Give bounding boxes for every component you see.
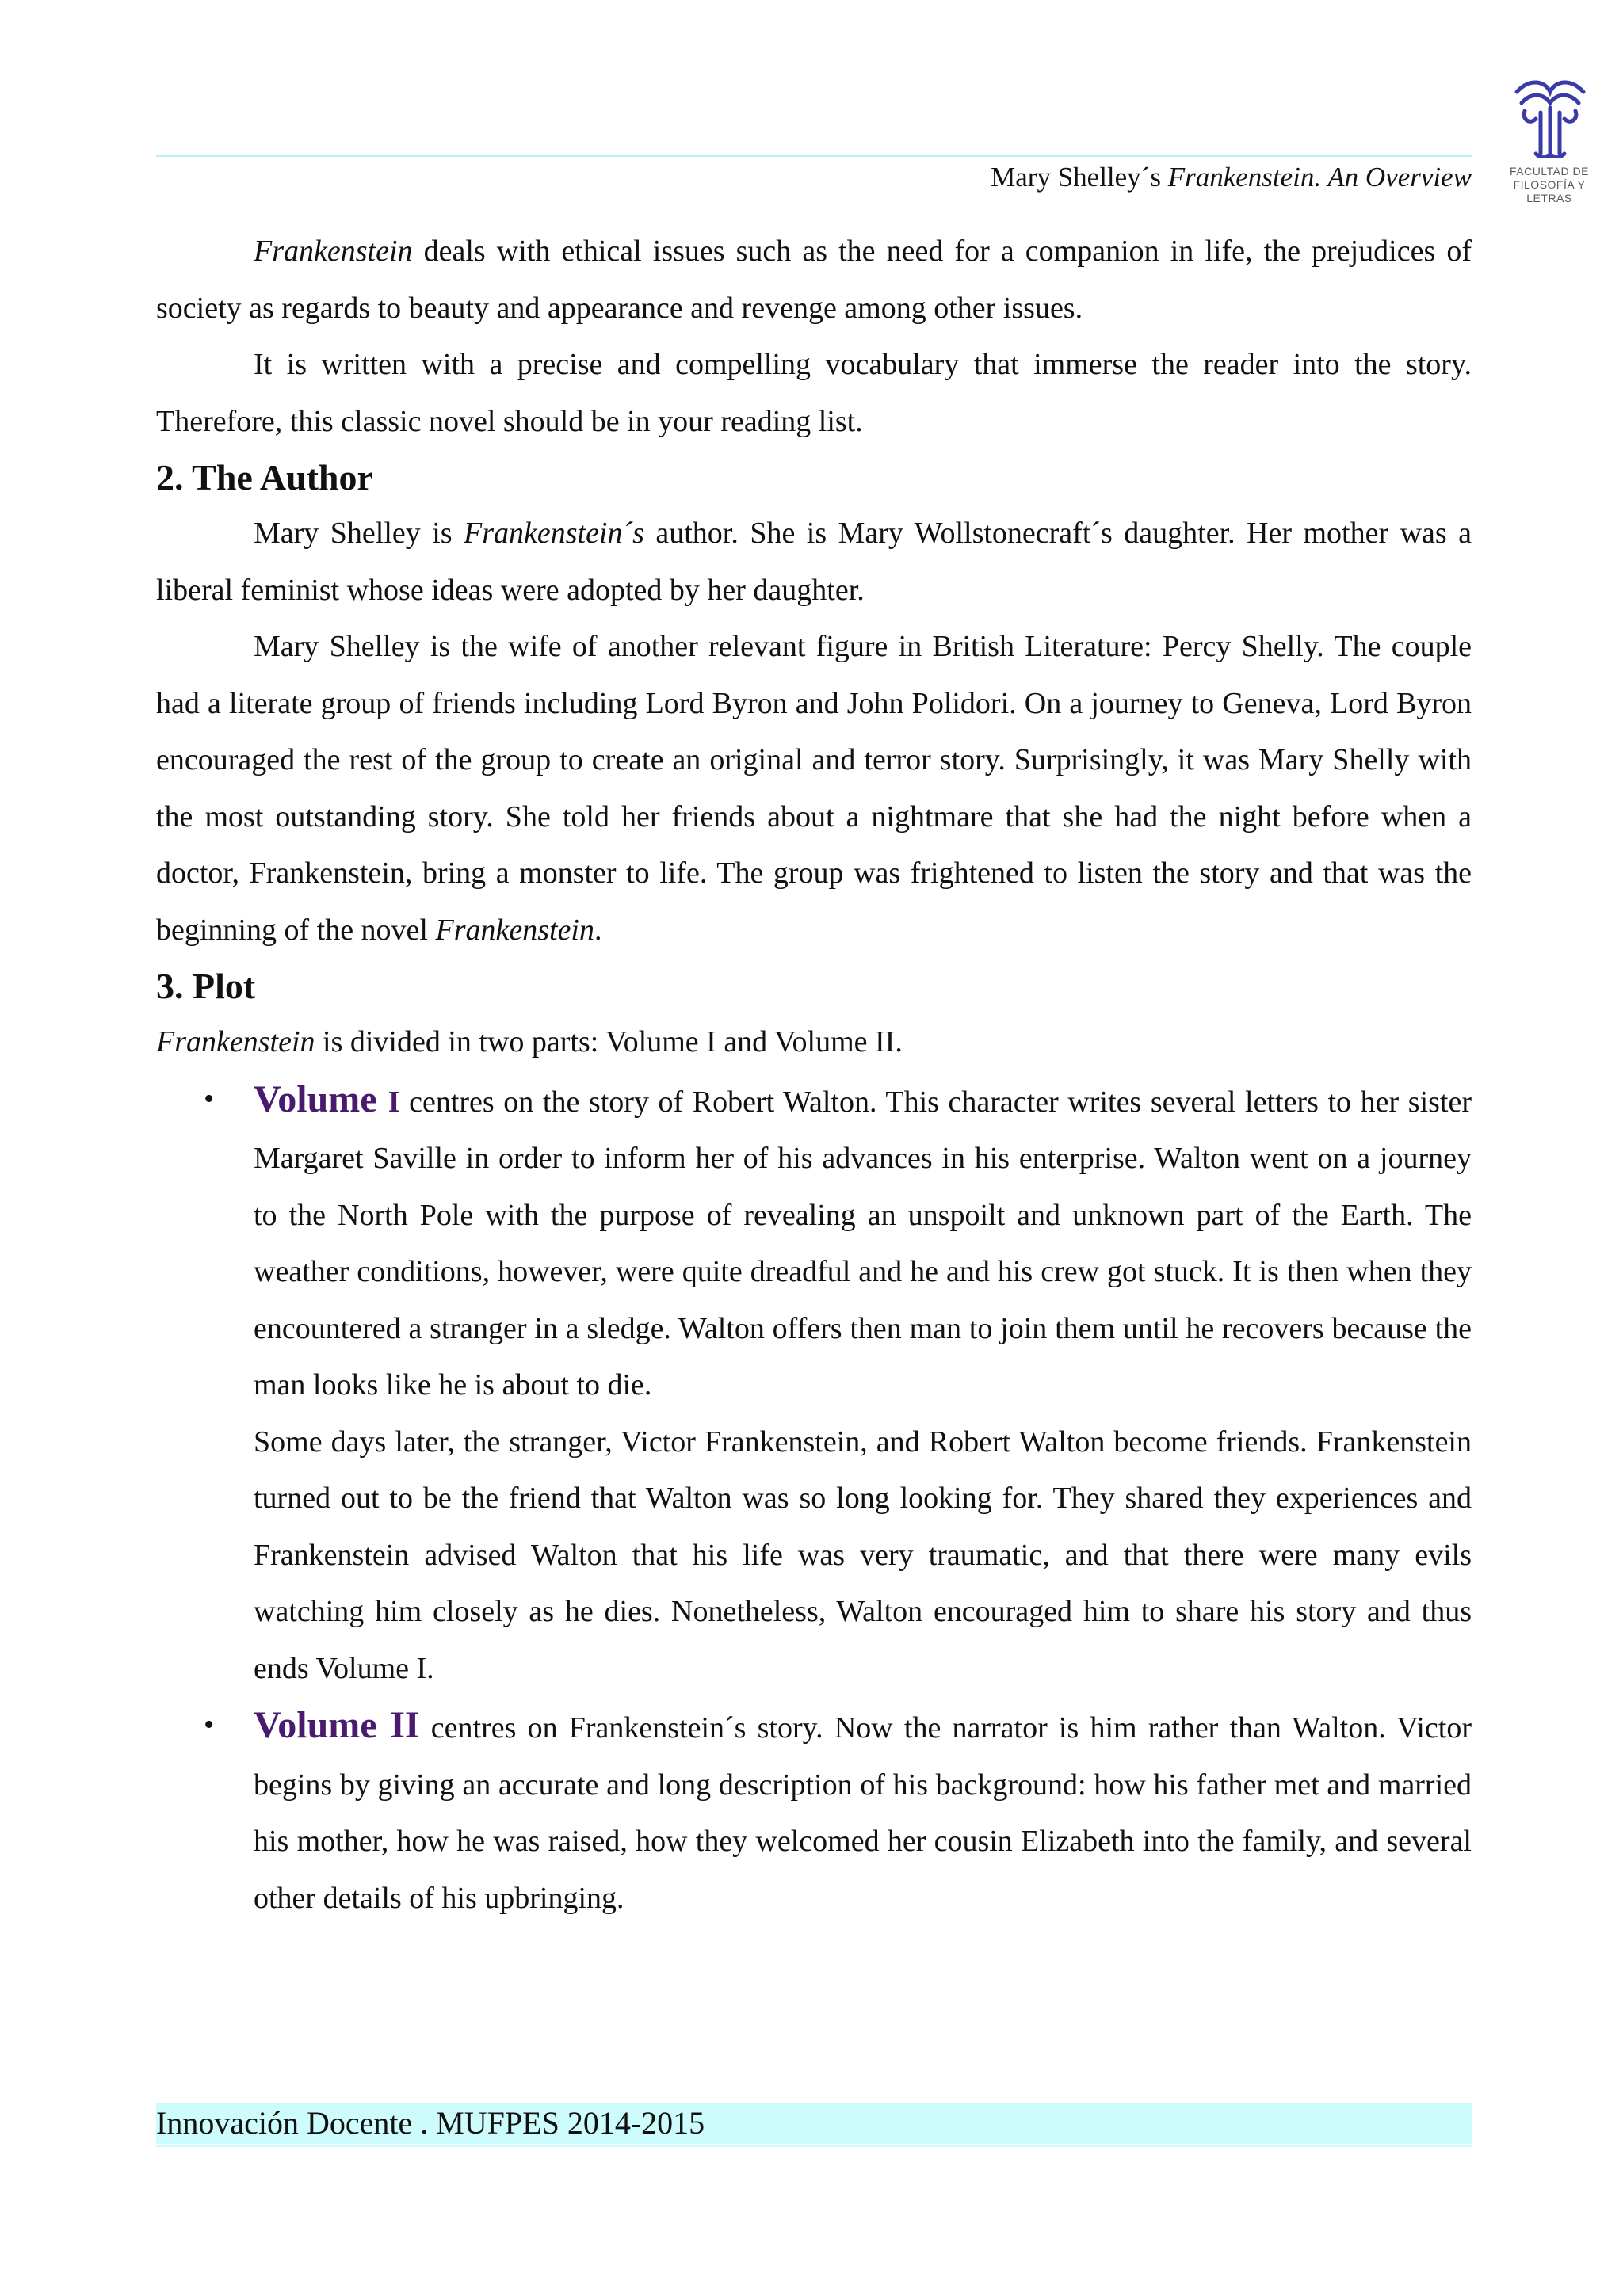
volume-2-text: centres on Frankenstein´s story. Now the narrator is him rather than Walton. Victor begins by giving an accurate and long description of his background: how his father met and married his mother, how he was raised, how they welcomed her cousin Elizabeth into the family, and several other details of his upbringing. (254, 1711, 1472, 1915)
intro-paragraph-1-text: deals with ethical issues such as the need for a companion in life, the prejudices of society as regards to beauty and appearance and revenge among other issues. (156, 235, 1472, 325)
volume-list (156, 1071, 1472, 1928)
author-p1-end: author. She is Mary Wollstonecraft´s daughter. Her mother was a liberal feminist whose ideas were adopted by her daughter. (156, 517, 1472, 607)
list-item-volume-2 (156, 1697, 1472, 1927)
book-title: Frankenstein (254, 235, 413, 268)
logo-caption-line2: FILOSOFÍA Y LETRAS (1513, 178, 1586, 204)
running-head (991, 158, 1472, 196)
volume-1-label: Volume (254, 1077, 388, 1120)
author-paragraph-2 (156, 619, 1472, 959)
ionic-column-logo-icon (1514, 76, 1587, 158)
plot-intro (156, 1014, 1472, 1071)
book-title: Frankenstein (435, 913, 594, 947)
volume-1-numeral: I (388, 1085, 400, 1119)
bullet-icon: • (204, 1081, 215, 1116)
book-title: Frankenstein´s (463, 517, 644, 550)
bullet-icon: • (204, 1708, 215, 1741)
section-heading-plot: 3. Plot (156, 966, 256, 1006)
author-p2-start: Mary Shelley is the wife of another relevant figure in British Literature: Percy Shelly. The couple had a literate group of friends including Lord Byron and John Polidori. On a journey to Geneva, Lord Byron encouraged the rest of the group to create an original and terror story. Surprisingly, it was Mary Shelly with the most outstanding story. She told her friends about a nightmare that she had the night before when a doctor, Frankenstein, bring a monster to life. The group was frightened to listen the story and that was the beginning of the novel (156, 630, 1472, 947)
running-head-author: Mary Shelley´s (991, 162, 1168, 193)
document-body (156, 223, 1472, 1927)
volume-2-label: Volume II (254, 1704, 420, 1746)
faculty-logo (1490, 76, 1609, 204)
volume-1-text: centres on the story of Robert Walton. This character writes several letters to her sister Margaret Saville in order to inform her of his advances in his enterprise. Walton went on a journey to the North Pole with the purpose of revealing an unspoilt and unknown part of the Earth. The weather conditions, however, were quite dreadful and he and his crew got stuck. It is then when they encountered a stranger in a sledge. Walton offers then man to join them until he recovers because the man looks like he is about to die. (254, 1085, 1472, 1402)
intro-paragraph-2: It is written with a precise and compelling vocabulary that immerse the reader into the story. Therefore, this classic novel should be in your reading list. (156, 348, 1472, 438)
section-heading-author: 2. The Author (156, 457, 373, 498)
page-footer: Innovación Docente . MUFPES 2014-2015 (156, 2103, 1472, 2144)
author-p2-end: . (594, 913, 602, 947)
intro-paragraph-1 (156, 223, 1472, 337)
header-rule (156, 155, 1472, 157)
running-head-title: Frankenstein. An Overview (1167, 162, 1472, 193)
logo-caption (1490, 165, 1609, 205)
logo-caption-line1: FACULTAD DE (1510, 165, 1589, 177)
volume-1-text-continued: Some days later, the stranger, Victor Frankenstein, and Robert Walton become friends. Frankenstein turned out to be the friend that Walton was so long looking for. They shared they experiences and Frankenstein advised Walton that his life was very traumatic, and that there were many evils watching him closely as he dies. Nonetheless, Walton encouraged him to share his story and thus ends Volume I. (254, 1425, 1472, 1685)
footer-rule (156, 2145, 1472, 2147)
list-item-volume-1 (156, 1071, 1472, 1698)
plot-intro-text: is divided in two parts: Volume I and Volume II. (315, 1025, 903, 1058)
author-paragraph-1 (156, 505, 1472, 619)
book-title: Frankenstein (156, 1025, 315, 1058)
author-p1-start: Mary Shelley is (254, 517, 464, 550)
